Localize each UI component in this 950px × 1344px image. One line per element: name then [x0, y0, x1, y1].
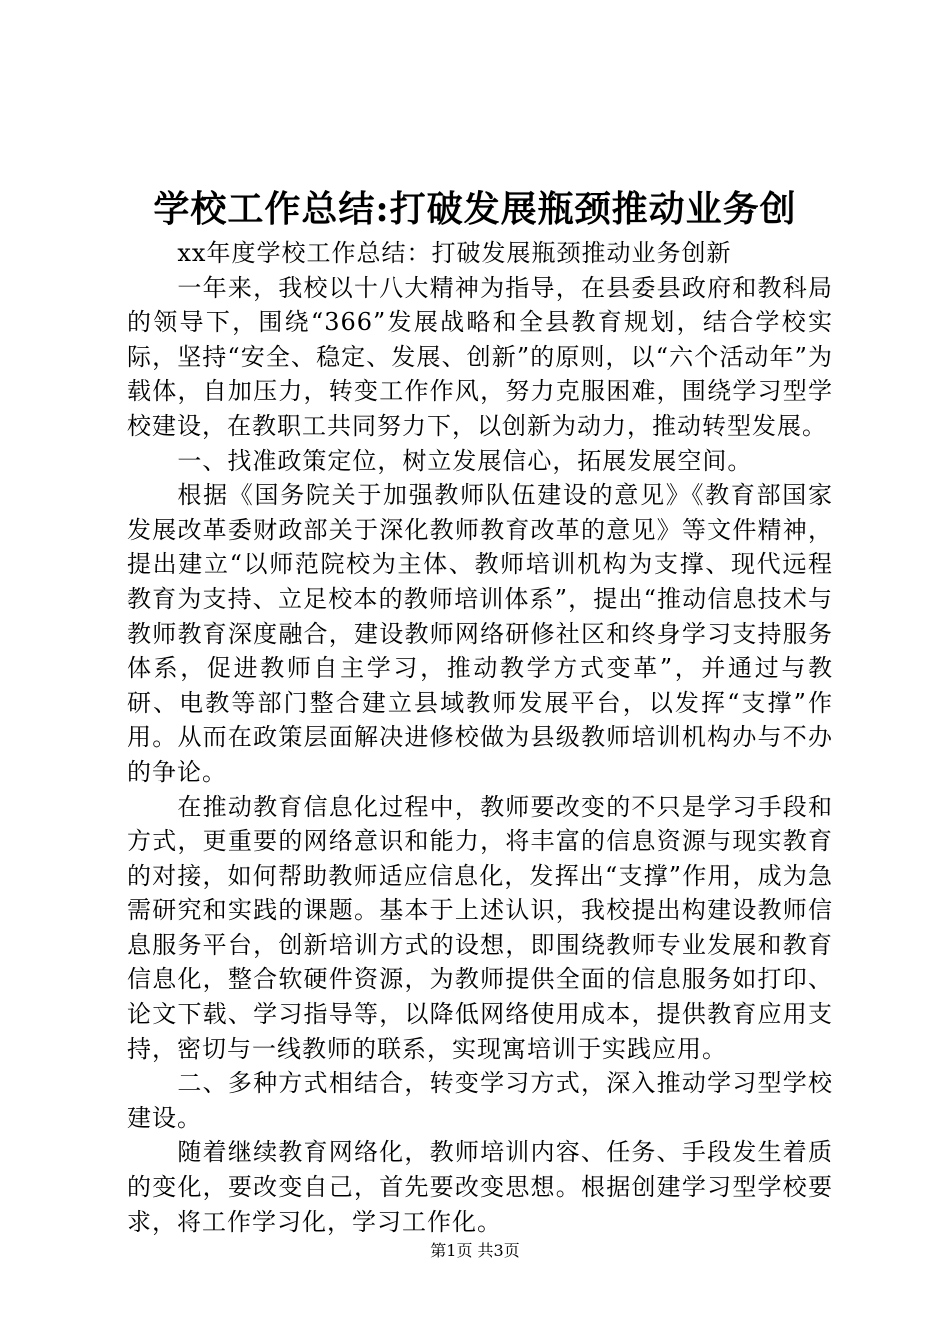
section-heading: 二、多种方式相结合，转变学习方式，深入推动学习型学校建设。: [127, 1069, 833, 1132]
body-paragraph: 随着继续教育网络化，教师培训内容、任务、手段发生着质的变化，要改变自己，首先要改变思想。根据创建学习型学校要求，将工作学习化，学习工作化。: [127, 1138, 833, 1236]
section-heading: 一、找准政策定位，树立发展信心，拓展发展空间。: [177, 446, 753, 475]
subtitle-paragraph: xx年度学校工作总结：打破发展瓶颈推动业务创新: [177, 239, 732, 267]
page-footer: 第1页 共3页: [430, 1241, 520, 1260]
document-title: 学校工作总结:打破发展瓶颈推动业务创: [153, 188, 797, 230]
body-paragraph: 根据《国务院关于加强教师队伍建设的意见》《教育部国家发展改革委财政部关于深化教师教育改革的意见》等文件精神，提出建立“以师范院校为主体、教师培训机构为支撑、现代远程教育为支持、立足校本的教师培训体系”，提出“推动信息技术与教师教育深度融合，建设教师网络研修社区和终身学习支持服务体系，促进教师自主学习，推动教学方式变革”，并通过与教研、电教等部门整合建立县域教师发展平台，以发挥“支撑”作用。从而在政策层面解决进修校做为县级教师培训机构办与不办的争论。: [127, 481, 833, 786]
body-paragraph: 一年来，我校以十八大精神为指导，在县委县政府和教科局的领导下，围绕“366”发展战略和全县教育规划，结合学校实际，坚持“安全、稳定、发展、创新”的原则，以“六个活动年”为载体，自加压力，转变工作作风，努力克服困难，围绕学习型学校建设，在教职工共同努力下，以创新为动力，推动转型发展。: [127, 273, 833, 440]
body-paragraph: 在推动教育信息化过程中，教师要改变的不只是学习手段和方式，更重要的网络意识和能力，将丰富的信息资源与现实教育的对接，如何帮助教师适应信息化，发挥出“支撑”作用，成为急需研究和实践的课题。基本于上述认识，我校提出构建设教师信息服务平台，创新培训方式的设想，即围绕教师专业发展和教育信息化，整合软硬件资源，为教师提供全面的信息服务如打印、论文下载、学习指导等，以降低网络使用成本，提供教育应用支持，密切与一线教师的联系，实现寓培训于实践应用。: [127, 792, 833, 1063]
document-body: [127, 236, 833, 1239]
